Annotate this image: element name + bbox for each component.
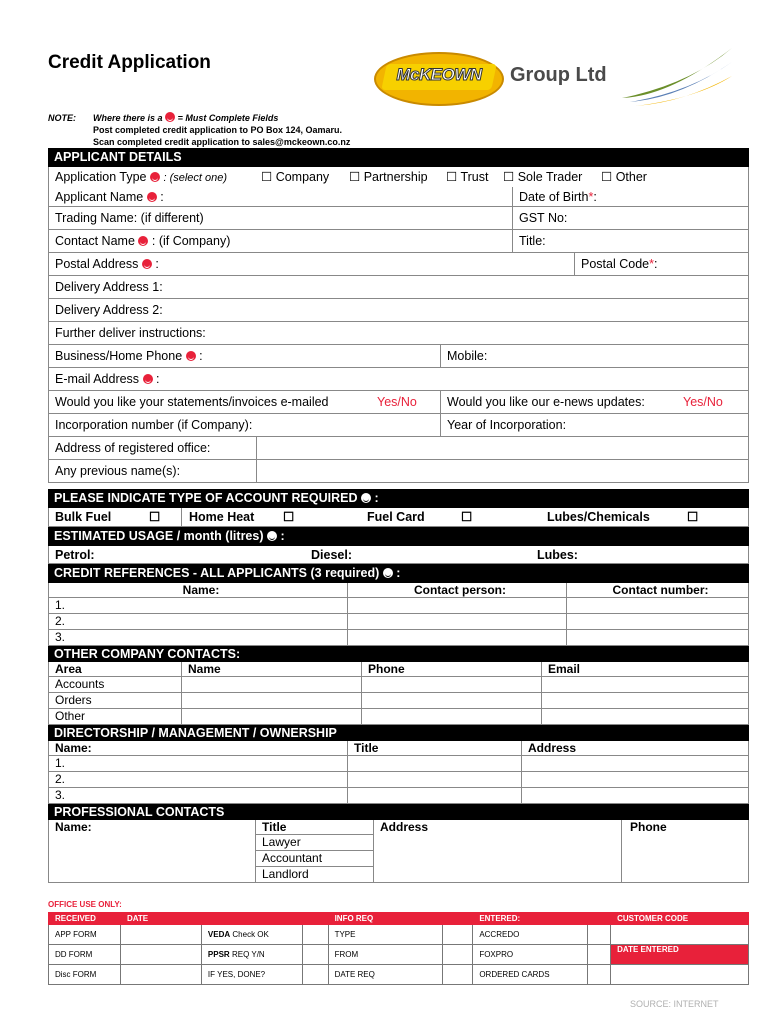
- director-address-1[interactable]: [522, 756, 748, 772]
- note-label: NOTE:: [48, 113, 76, 123]
- required-smiley-icon: [147, 192, 157, 202]
- dd-form-date[interactable]: [120, 945, 201, 965]
- delivery-address-2-row[interactable]: Delivery Address 2:: [48, 299, 749, 322]
- accredo-cell: ACCREDO: [473, 925, 588, 945]
- ppsr-cell: PPSR REQ Y/N: [201, 945, 302, 965]
- reference-contact-3[interactable]: [348, 630, 567, 646]
- reference-number-1[interactable]: [567, 598, 748, 614]
- directorship-table: Name: Title Address 1. 2. 3.: [48, 741, 749, 804]
- info-req-header: INFO REQ: [328, 913, 473, 925]
- statements-yes-no[interactable]: Yes/No: [377, 395, 417, 409]
- required-smiley-icon: [165, 112, 175, 122]
- ordered-cards-value[interactable]: [588, 965, 611, 985]
- logo-group-text: Group Ltd: [510, 64, 607, 86]
- source-note: SOURCE: INTERNET: [630, 999, 719, 1009]
- reference-contact-1[interactable]: [348, 598, 567, 614]
- other-contacts-table: Area Name Phone Email Accounts Orders Other: [48, 662, 749, 725]
- account-type-row: Bulk Fuel ☐ Home Heat ☐ Fuel Card ☐ Lubes/Chemicals ☐: [48, 508, 749, 527]
- gst-field[interactable]: GST No:: [519, 211, 568, 225]
- lubes-field[interactable]: Lubes:: [537, 548, 578, 562]
- reference-number-3[interactable]: [567, 630, 748, 646]
- director-title-1[interactable]: [348, 756, 522, 772]
- from-value[interactable]: [443, 945, 473, 965]
- usage-heading: ESTIMATED USAGE / month (litres) :: [48, 527, 749, 546]
- email-preferences-row: Would you like your statements/invoices e-mailed Yes/No Would you like our e-news updates: Yes/No: [48, 391, 749, 414]
- account-type-heading: PLEASE INDICATE TYPE OF ACCOUNT REQUIRED :: [48, 489, 749, 508]
- email-row[interactable]: E-mail Address :: [48, 368, 749, 391]
- accounts-email-cell[interactable]: [542, 677, 748, 693]
- credit-form: [48, 148, 749, 883]
- title-landlord: Landlord: [256, 867, 374, 883]
- other-contacts-heading: OTHER COMPANY CONTACTS:: [48, 646, 749, 662]
- contact-area-orders: Orders: [49, 693, 182, 709]
- disc-form-date[interactable]: [120, 965, 201, 985]
- page-title: Credit Application: [48, 52, 211, 73]
- type-cell: TYPE: [328, 925, 443, 945]
- orders-email-cell[interactable]: [542, 693, 748, 709]
- further-instructions-row[interactable]: Further deliver instructions:: [48, 322, 749, 345]
- note-line-1: Where there is a = Must Complete Fields: [93, 113, 279, 123]
- note-line-3: Scan completed credit application to sales@mckeown.co.nz: [93, 137, 351, 147]
- from-cell: FROM: [328, 945, 443, 965]
- credit-references-heading: CREDIT REFERENCES - ALL APPLICANTS (3 required) :: [48, 564, 749, 583]
- ppsr-value[interactable]: [303, 945, 328, 965]
- required-smiley-icon: [267, 531, 277, 541]
- required-smiley-icon: [150, 172, 160, 182]
- ordered-cards-cell: ORDERED CARDS: [473, 965, 588, 985]
- mckeown-logo: [370, 46, 735, 106]
- app-form-date[interactable]: [120, 925, 201, 945]
- bulk-fuel-option[interactable]: Bulk Fuel: [55, 510, 112, 524]
- trading-name-row[interactable]: Trading Name: (if different) GST No:: [48, 207, 749, 230]
- mobile-field[interactable]: Mobile:: [447, 349, 488, 363]
- type-sole-trader[interactable]: ☐ Sole Trader: [503, 170, 583, 184]
- date-entered-header: DATE ENTERED: [611, 945, 749, 965]
- required-smiley-icon: [142, 259, 152, 269]
- type-partnership[interactable]: ☐ Partnership: [349, 170, 428, 184]
- usage-row: [48, 546, 749, 564]
- required-smiley-icon: [383, 568, 393, 578]
- director-title-2[interactable]: [348, 772, 522, 788]
- customer-code-header: CUSTOMER CODE: [611, 913, 749, 925]
- logo-text: McKEOWN: [396, 65, 482, 84]
- veda-cell: VEDA Check OK: [201, 925, 302, 945]
- director-row-2[interactable]: 2.: [49, 772, 348, 788]
- director-title-3[interactable]: [348, 788, 522, 804]
- lubes-checkbox[interactable]: ☐: [687, 510, 699, 524]
- accounts-name-cell[interactable]: [182, 677, 362, 693]
- foxpro-cell: FOXPRO: [473, 945, 588, 965]
- application-type-row: Application Type : (select one) ☐ Company ☐ Partnership ☐ Trust ☐ Sole Trader ☐ Other: [48, 167, 749, 187]
- delivery-address-1-row[interactable]: Delivery Address 1:: [48, 276, 749, 299]
- required-smiley-icon: [361, 493, 371, 503]
- professional-contacts-heading: PROFESSIONAL CONTACTS: [48, 804, 749, 820]
- applicant-name-row: Applicant Name : Date of Birth*:: [48, 187, 749, 207]
- registered-office-row[interactable]: Address of registered office:: [48, 437, 749, 460]
- diesel-field[interactable]: Diesel:: [311, 548, 352, 562]
- incorporation-row[interactable]: Incorporation number (if Company): Year of Incorporation:: [48, 414, 749, 437]
- veda-check[interactable]: [303, 925, 328, 945]
- postal-code-field[interactable]: Postal Code*:: [581, 257, 658, 271]
- disc-form-cell: Disc FORM: [49, 965, 121, 985]
- required-smiley-icon: [143, 374, 153, 384]
- type-value[interactable]: [443, 925, 473, 945]
- if-yes-done-value[interactable]: [303, 965, 328, 985]
- date-entered-value[interactable]: [611, 965, 749, 985]
- reference-row-3[interactable]: 3.: [49, 630, 348, 646]
- dd-form-cell: DD FORM: [49, 945, 121, 965]
- customer-code-value[interactable]: [611, 925, 749, 945]
- contact-title-field[interactable]: Title:: [519, 234, 546, 248]
- office-use-label: OFFICE USE ONLY:: [48, 900, 122, 909]
- other-email-cell[interactable]: [542, 709, 748, 725]
- other-name-cell[interactable]: [182, 709, 362, 725]
- required-smiley-icon: [186, 351, 196, 361]
- year-incorporation-field[interactable]: Year of Incorporation:: [447, 418, 567, 432]
- previous-names-row[interactable]: Any previous name(s):: [48, 460, 749, 483]
- postal-address-row[interactable]: Postal Address : Postal Code*:: [48, 253, 749, 276]
- date-of-birth-field[interactable]: Date of Birth*:: [519, 190, 597, 204]
- director-address-3[interactable]: [522, 788, 748, 804]
- office-use-table: [48, 912, 749, 985]
- foxpro-value[interactable]: [588, 945, 611, 965]
- accounts-phone-cell[interactable]: [362, 677, 542, 693]
- type-other[interactable]: ☐ Other: [601, 170, 647, 184]
- applicant-details-heading: APPLICANT DETAILS: [48, 148, 749, 167]
- title-lawyer: Lawyer: [256, 835, 374, 851]
- note-line-2: Post completed credit application to PO Box 124, Oamaru.: [93, 125, 343, 135]
- date-req-value[interactable]: [443, 965, 473, 985]
- petrol-field[interactable]: Petrol:: [55, 548, 95, 562]
- if-yes-done-cell: IF YES, DONE?: [201, 965, 302, 985]
- contact-area-other: Other: [49, 709, 182, 725]
- logo-swoosh-icon: [620, 46, 735, 106]
- phone-row[interactable]: Business/Home Phone : Mobile:: [48, 345, 749, 368]
- director-row-3[interactable]: 3.: [49, 788, 348, 804]
- orders-name-cell[interactable]: [182, 693, 362, 709]
- required-smiley-icon: [138, 236, 148, 246]
- professional-contacts-table: Name: Title Address Phone Lawyer Accountant Landlord: [48, 820, 749, 883]
- type-trust[interactable]: ☐ Trust: [446, 170, 489, 184]
- director-address-2[interactable]: [522, 772, 748, 788]
- enews-yes-no[interactable]: Yes/No: [683, 395, 723, 409]
- accredo-value[interactable]: [588, 925, 611, 945]
- reference-row-2[interactable]: 2.: [49, 614, 348, 630]
- date-req-cell: DATE REQ: [328, 965, 443, 985]
- reference-row-1[interactable]: 1.: [49, 598, 348, 614]
- directorship-heading: DIRECTORSHIP / MANAGEMENT / OWNERSHIP: [48, 725, 749, 741]
- contact-area-accounts: Accounts: [49, 677, 182, 693]
- contact-name-row[interactable]: Contact Name : (if Company) Title:: [48, 230, 749, 253]
- type-company[interactable]: ☐ Company: [261, 170, 330, 184]
- title-accountant: Accountant: [256, 851, 374, 867]
- reference-number-2[interactable]: [567, 614, 748, 630]
- credit-references-table: Name: Contact person: Contact number: 1. 2. 3.: [48, 583, 749, 646]
- app-form-cell: APP FORM: [49, 925, 121, 945]
- entered-header: ENTERED:: [473, 913, 611, 925]
- director-row-1[interactable]: 1.: [49, 756, 348, 772]
- reference-contact-2[interactable]: [348, 614, 567, 630]
- bulk-fuel-checkbox[interactable]: ☐: [149, 510, 161, 524]
- received-header: RECEIVED: [49, 913, 121, 925]
- other-phone-cell[interactable]: [362, 709, 542, 725]
- orders-phone-cell[interactable]: [362, 693, 542, 709]
- home-heat-checkbox[interactable]: ☐: [283, 510, 295, 524]
- date-header: DATE: [120, 913, 328, 925]
- fuel-card-checkbox[interactable]: ☐: [461, 510, 473, 524]
